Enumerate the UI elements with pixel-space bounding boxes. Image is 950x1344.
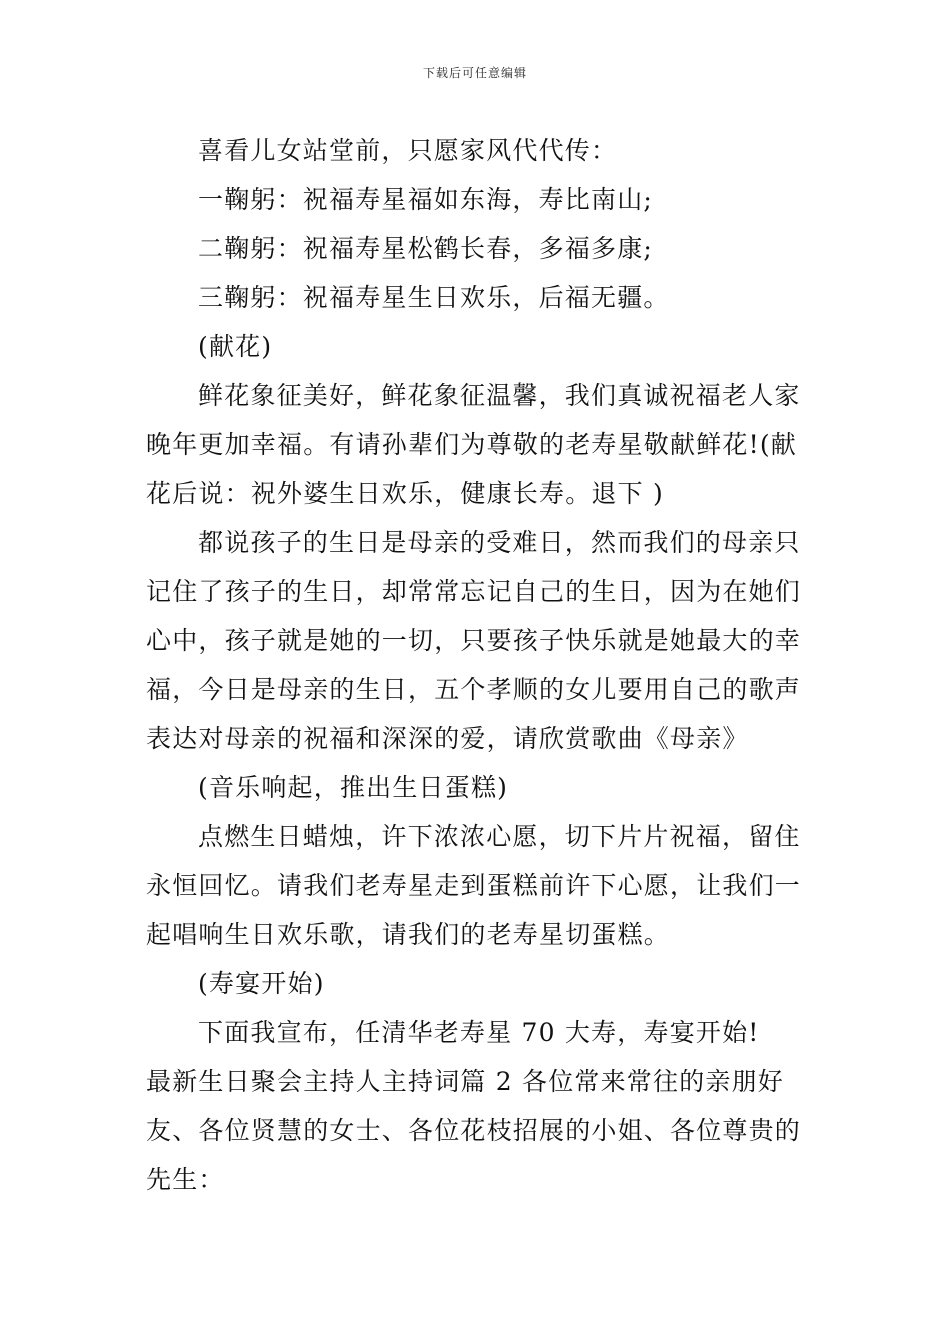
text-line: 一鞠躬：祝福寿星福如东海，寿比南山; (198, 185, 654, 214)
text-line: 起唱响生日欢乐歌，请我们的老寿星切蛋糕。 (146, 920, 671, 949)
text-line: 二鞠躬：祝福寿星松鹤长春，多福多康; (198, 234, 654, 263)
text-line: 表达对母亲的祝福和深深的爱，请欣赏歌曲《母亲》 (146, 724, 749, 753)
text-line: 喜看儿女站堂前，只愿家风代代传： (198, 136, 618, 165)
text-line: 三鞠躬：祝福寿星生日欢乐，后福无疆。 (198, 283, 670, 312)
text-line: 花后说：祝外婆生日欢乐，健康长寿。退下 ) (146, 479, 664, 508)
text-line: 鲜花象征美好，鲜花象征温馨，我们真诚祝福老人家 (198, 381, 801, 410)
document-body (146, 126, 806, 1204)
text-line: 记住了孩子的生日，却常常忘记自己的生日，因为在她们 (146, 577, 802, 606)
text-line: 友、各位贤慧的女士、各位花枝招展的小姐、各位尊贵的 (146, 1116, 802, 1145)
text-line: 最新生日聚会主持人主持词篇 2 各位常来常往的亲朋好 (146, 1067, 785, 1096)
page-header-note: 下载后可任意编辑 (422, 66, 527, 80)
text-line: 都说孩子的生日是母亲的受难日，然而我们的母亲只 (198, 528, 801, 557)
text-line: 点燃生日蜡烛，许下浓浓心愿，切下片片祝福，留住 (198, 822, 801, 851)
text-line: (音乐响起，推出生日蛋糕) (198, 773, 509, 802)
text-line: 福，今日是母亲的生日，五个孝顺的女儿要用自己的歌声 (146, 675, 802, 704)
text-line: (寿宴开始) (198, 969, 325, 998)
text-line: 永恒回忆。请我们老寿星走到蛋糕前许下心愿，让我们一 (146, 871, 802, 900)
text-line: 晚年更加幸福。有请孙辈们为尊敬的老寿星敬献鲜花!(献 (146, 430, 798, 459)
text-line: 下面我宣布，任清华老寿星 70 大寿，寿宴开始! (198, 1018, 760, 1047)
text-line: (献花) (198, 332, 273, 361)
text-line: 心中，孩子就是她的一切，只要孩子快乐就是她最大的幸 (146, 626, 802, 655)
text-line: 先生： (146, 1165, 225, 1194)
